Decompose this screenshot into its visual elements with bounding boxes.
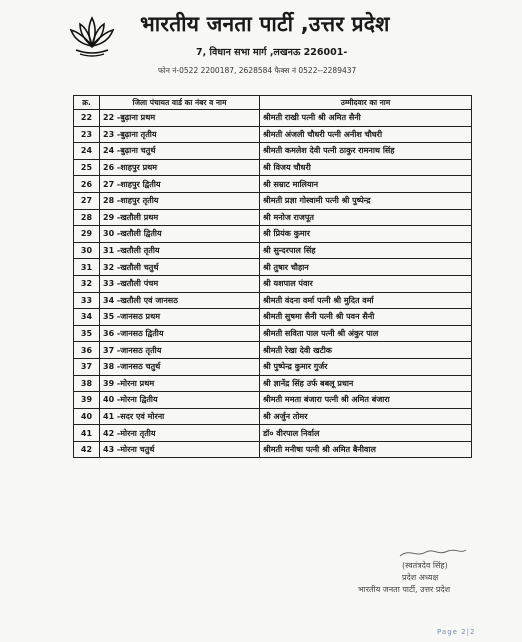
row-candidate: श्रीमती वंदना वर्मा पत्नी श्री मुदित वर्मा: [260, 292, 472, 309]
table-row: [74, 375, 472, 392]
row-candidate: श्री सुन्दरपाल सिंह: [260, 242, 472, 259]
signature-scribble-icon: [398, 546, 468, 560]
row-ward: 37 -जानसठ तृतीय: [100, 342, 260, 359]
table-row: [74, 110, 472, 127]
table-row: [74, 226, 472, 243]
row-ward: 31 -खतौली तृतीय: [100, 242, 260, 259]
row-serial: 30: [74, 242, 100, 259]
header-candidate: उम्मीदवार का नाम: [260, 96, 472, 110]
row-ward: 27 -शाहपुर द्वितीय: [100, 176, 260, 193]
row-ward: 40 -मोरना द्वितीय: [100, 392, 260, 409]
table-row: [74, 159, 472, 176]
row-ward: 41 -सदर एवं मोरना: [100, 408, 260, 425]
row-ward: 32 -खतौली चतुर्थ: [100, 259, 260, 276]
row-serial: 36: [74, 342, 100, 359]
row-candidate: श्री पुष्पेन्द्र कुमार गुर्जर: [260, 358, 472, 375]
letterhead: [0, 0, 522, 90]
header-ward: जिला पंचायत वार्ड का नंबर व नाम: [100, 96, 260, 110]
row-serial: 34: [74, 309, 100, 326]
table-row: [74, 143, 472, 160]
row-ward: 30 -खतौली द्वितीय: [100, 226, 260, 243]
row-ward: 24 -बुढ़ाना चतुर्थ: [100, 143, 260, 160]
signatory-name: (स्वतंत्रदेव सिंह): [402, 561, 448, 570]
row-candidate: श्रीमती अंजली चौधरी पत्नी अनीश चौधरी: [260, 126, 472, 143]
row-candidate: श्री मनोज राजपूत: [260, 209, 472, 226]
row-candidate: श्री यशपाल पंवार: [260, 275, 472, 292]
row-serial: 28: [74, 209, 100, 226]
row-ward: 43 -मोरना चतुर्थ: [100, 441, 260, 458]
row-serial: 38: [74, 375, 100, 392]
row-candidate: श्री प्रियंक कुमार: [260, 226, 472, 243]
row-candidate: श्री तुषार चौहान: [260, 259, 472, 276]
row-serial: 42: [74, 441, 100, 458]
table-row: [74, 259, 472, 276]
row-ward: 35 -जानसठ प्रथम: [100, 309, 260, 326]
row-candidate: श्री सम्राट मालियान: [260, 176, 472, 193]
table-row: [74, 275, 472, 292]
table-row: [74, 392, 472, 409]
row-serial: 24: [74, 143, 100, 160]
row-serial: 40: [74, 408, 100, 425]
row-candidate: श्रीमती मनीषा पत्नी श्री अमित बैनीवाल: [260, 441, 472, 458]
table-row: [74, 358, 472, 375]
lotus-logo-icon: [68, 12, 116, 60]
row-serial: 35: [74, 325, 100, 342]
party-title: भारतीय जनता पार्टी ,उत्तर प्रदेश: [140, 12, 390, 36]
row-serial: 33: [74, 292, 100, 309]
row-ward: 34 -खतौली एवं जानसठ: [100, 292, 260, 309]
row-serial: 29: [74, 226, 100, 243]
row-ward: 23 -बुढ़ाना तृतीय: [100, 126, 260, 143]
row-candidate: श्रीमती ममता बंजारा पत्नी श्री अमित बंजारा: [260, 392, 472, 409]
row-serial: 39: [74, 392, 100, 409]
row-serial: 37: [74, 358, 100, 375]
signatory-org: भारतीय जनता पार्टी, उत्तर प्रदेश: [358, 585, 451, 594]
table-row: [74, 309, 472, 326]
signature-block: [358, 560, 508, 596]
row-serial: 32: [74, 275, 100, 292]
table-header-row: [74, 96, 472, 110]
row-candidate: श्री विजय चौधरी: [260, 159, 472, 176]
table-row: [74, 292, 472, 309]
row-candidate: श्री अर्जुन तोमर: [260, 408, 472, 425]
row-candidate: श्री ज्ञानेंद्र सिंह उर्फ बबलू प्रधान: [260, 375, 472, 392]
row-candidate: श्रीमती सविता पाल पत्नी श्री अंकुर पाल: [260, 325, 472, 342]
row-ward: 33 -खतौली पंचम: [100, 275, 260, 292]
row-serial: 31: [74, 259, 100, 276]
row-serial: 41: [74, 425, 100, 442]
table-row: [74, 425, 472, 442]
row-candidate: श्रीमती सुषमा सैनी पत्नी श्री पवन सैनी: [260, 309, 472, 326]
table-row: [74, 242, 472, 259]
row-serial: 23: [74, 126, 100, 143]
row-serial: 26: [74, 176, 100, 193]
row-ward: 28 -शाहपुर तृतीय: [100, 192, 260, 209]
table-row: [74, 192, 472, 209]
row-ward: 26 -शाहपुर प्रथम: [100, 159, 260, 176]
table-row: [74, 342, 472, 359]
row-ward: 29 -खतौली प्रथम: [100, 209, 260, 226]
candidate-table: [73, 95, 472, 458]
row-ward: 22 -बुढ़ाना प्रथम: [100, 110, 260, 127]
office-address: 7, विधान सभा मार्ग ,लखनऊ 226001-: [196, 47, 348, 58]
row-ward: 38 -जानसठ चतुर्थ: [100, 358, 260, 375]
row-serial: 27: [74, 192, 100, 209]
contact-numbers: फोन नं-0522 2200187, 2628584 फैक्स नं 0522--2289437: [158, 66, 357, 75]
row-candidate: डॉ० वीरपाल निर्वाल: [260, 425, 472, 442]
row-candidate: श्रीमती राखी पत्नी श्री अमित सैनी: [260, 110, 472, 127]
row-candidate: श्रीमती कमलेश देवी पत्नी ठाकुर रामनाथ सिंह: [260, 143, 472, 160]
header-serial: क्र.: [74, 96, 100, 110]
row-ward: 36 -जानसठ द्वितीय: [100, 325, 260, 342]
row-serial: 25: [74, 159, 100, 176]
page-number: Page 2|2: [437, 628, 476, 636]
table-row: [74, 126, 472, 143]
signatory-designation: प्रदेश अध्यक्ष: [402, 573, 439, 582]
table-row: [74, 325, 472, 342]
table-row: [74, 209, 472, 226]
table-row: [74, 441, 472, 458]
table-row: [74, 408, 472, 425]
row-ward: 39 -मोरना प्रथम: [100, 375, 260, 392]
row-serial: 22: [74, 110, 100, 127]
table-row: [74, 176, 472, 193]
row-ward: 42 -मोरना तृतीय: [100, 425, 260, 442]
row-candidate: श्रीमती रेखा देवी खटीक: [260, 342, 472, 359]
row-candidate: श्रीमती प्रज्ञा गोस्वामी पत्नी श्री पुष्पेन्द्र: [260, 192, 472, 209]
